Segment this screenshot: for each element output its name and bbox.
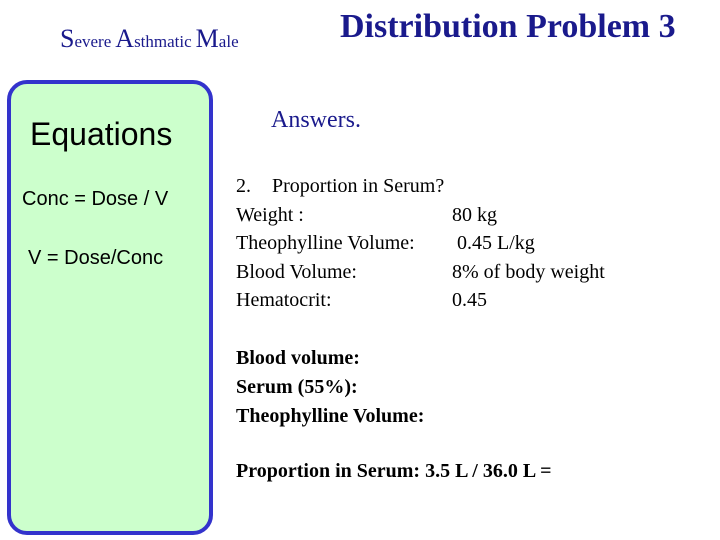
problem-number: 2.: [236, 175, 251, 197]
calculation-block: [236, 344, 424, 430]
question-bold: Serum: [383, 175, 436, 197]
subtitle-initial-m: M: [195, 24, 219, 53]
calc-theophylline-volume: Theophylline Volume:: [236, 404, 425, 427]
given-label: Hematocrit:: [236, 289, 332, 312]
given-label: Blood Volume:: [236, 260, 357, 283]
given-row-blood-volume: [236, 258, 605, 287]
problem-question: [236, 172, 444, 201]
subtitle-initial-s: S: [60, 24, 75, 53]
slide-title: Distribution Problem 3: [340, 8, 676, 45]
equations-heading: Equations: [30, 116, 173, 152]
slide-subtitle: [60, 24, 239, 54]
given-row-theophylline-volume: [236, 229, 535, 258]
subtitle-word-male: ale: [218, 32, 239, 51]
given-value: 8% of body weight: [452, 260, 605, 283]
question-prefix: Proportion in: [272, 175, 384, 197]
problem-block: [236, 172, 605, 315]
equation-conc: Conc = Dose / V: [22, 188, 169, 210]
answers-heading: Answers.: [271, 107, 361, 133]
given-value: 0.45: [452, 289, 487, 312]
subtitle-word-severe: evere: [74, 32, 112, 51]
subtitle-initial-a: A: [115, 24, 135, 53]
given-row-hematocrit: [236, 286, 487, 315]
calc-blood-volume: Blood volume:: [236, 347, 360, 369]
given-value: 80 kg: [452, 203, 497, 226]
subtitle-word-asthmatic: sthmatic: [134, 32, 192, 51]
given-value: 0.45 L/kg: [457, 232, 535, 255]
calc-serum: Serum (55%):: [236, 375, 358, 398]
given-label: Weight :: [236, 203, 304, 226]
question-suffix: ?: [435, 175, 445, 197]
given-label: Theophylline Volume:: [236, 232, 415, 255]
given-row-weight: [236, 201, 497, 230]
result-line: Proportion in Serum: 3.5 L / 36.0 L =: [236, 460, 552, 482]
equation-volume: V = Dose/Conc: [28, 247, 164, 269]
